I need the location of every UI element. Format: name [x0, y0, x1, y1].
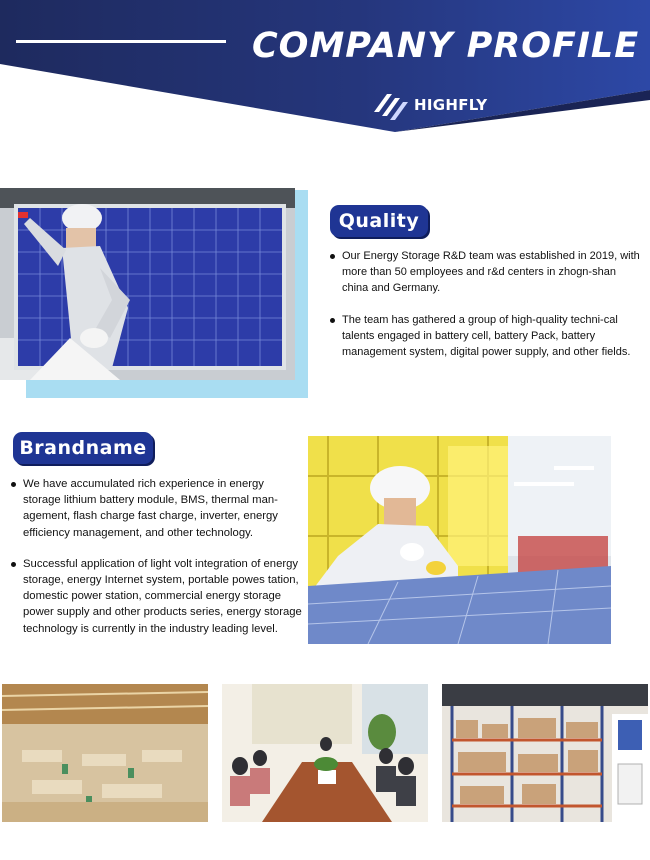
quality-bullet-list — [330, 248, 642, 375]
quality-heading: Quality — [330, 205, 428, 237]
warehouse-shelving-photo — [442, 684, 648, 822]
brandname-bullet-list — [11, 476, 303, 652]
highfly-wing-logo-icon — [372, 86, 410, 124]
brandname-heading: Brandname — [13, 432, 153, 464]
quality-bullet-1: Our Energy Storage R&D team was established in 2019, with more than 50 employees and r&d centers in zhogn-shan china and Germany. — [330, 248, 642, 297]
logo-text: HIGHFLY — [414, 96, 488, 114]
page-title: COMPANY PROFILE — [252, 26, 640, 66]
factory-floor-photo — [2, 684, 208, 822]
solar-panel-inspection-photo — [0, 188, 295, 380]
banner-background — [0, 0, 650, 140]
quality-bullet-2: The team has gathered a group of high-quality techni-cal talents engaged in battery cell, battery Pack, battery management system, digital power supply, and other fields. — [330, 312, 642, 361]
brandname-bullet-2: Successful application of light volt integration of energy storage, energy Internet system, portable powes tation, domestic power station, commercial energy storage power supply and other products series, energy storage technology is currently in the industry leading level. — [11, 556, 303, 637]
company-logo — [372, 86, 487, 124]
battery-lab-worker-photo — [308, 436, 611, 644]
banner-rule — [16, 40, 226, 43]
meeting-room-photo — [222, 684, 428, 822]
brandname-bullet-1: We have accumulated rich experience in energy storage lithium battery module, BMS, thermal man-agement, flash charge fast charge, inverter, energy efficiency management, and other technology. — [11, 476, 303, 541]
header-banner — [0, 0, 650, 140]
